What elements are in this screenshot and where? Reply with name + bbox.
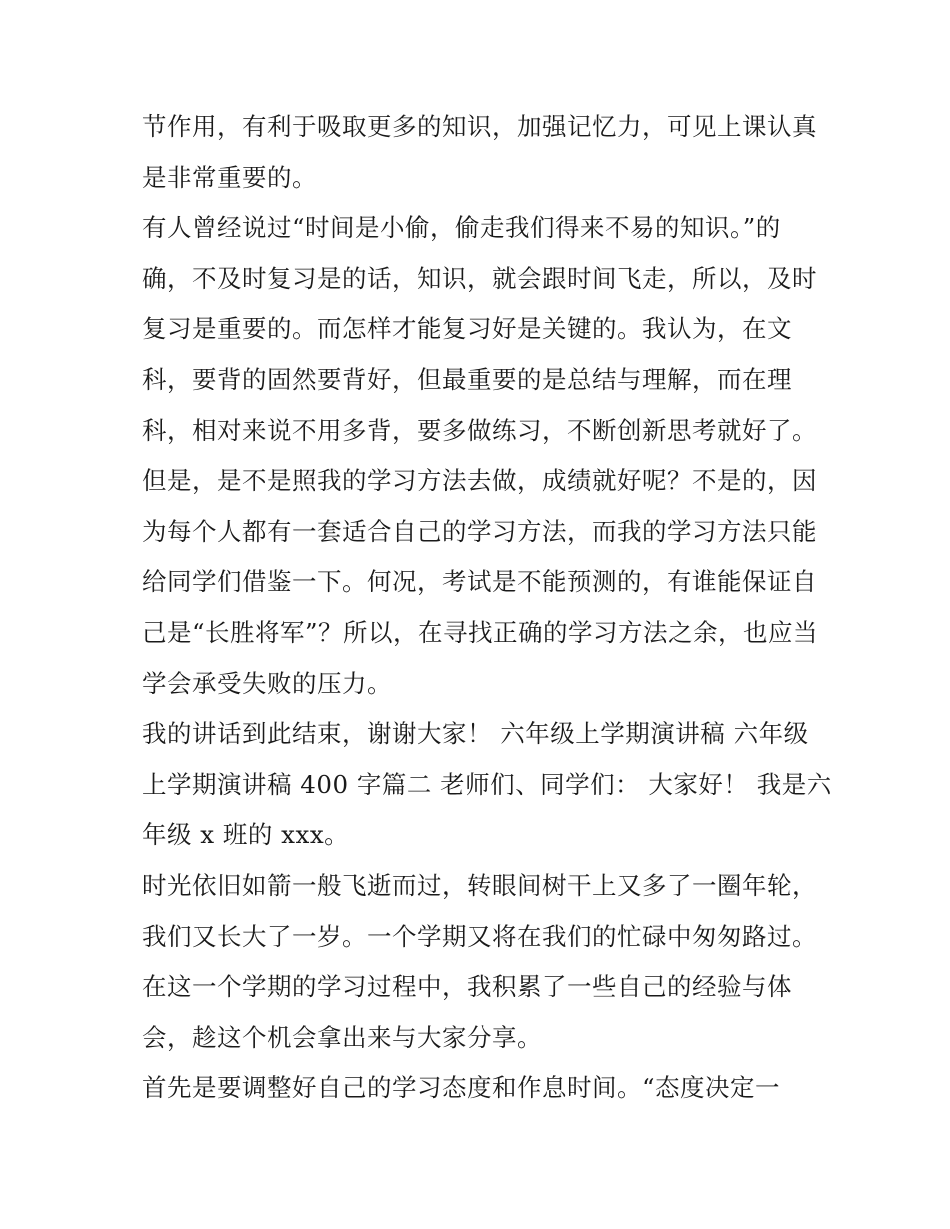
text-line: 但是，是不是照我的学习方法去做，成绩就好呢？不是的，因: [142, 466, 817, 496]
text-line: 在这一个学期的学习过程中，我积累了一些自己的经验与体: [142, 972, 792, 1002]
document-body: [142, 102, 832, 1114]
text-line: 学会承受失败的压力。: [142, 668, 392, 698]
text-line: 确，不及时复习是的话，知识，就会跟时间飞走，所以，及时: [142, 263, 817, 293]
text-line: 给同学们借鉴一下。何况，考试是不能预测的，有谁能保证自: [142, 567, 817, 597]
text-line: 会，趁这个机会拿出来与大家分享。: [142, 1022, 542, 1052]
text-line: 为每个人都有一套适合自己的学习方法，而我的学习方法只能: [142, 516, 817, 546]
text-line: 复习是重要的。而怎样才能复习好是关键的。我认为，在文: [142, 314, 792, 344]
text-line: 科，相对来说不用多背，要多做练习，不断创新思考就好了。: [142, 415, 817, 445]
text-line: 节作用，有利于吸取更多的知识，加强记忆力，可见上课认真: [142, 112, 817, 141]
text-line: 年级 x 班的 xxx。: [142, 820, 350, 850]
text-line: 是非常重要的。: [142, 162, 317, 192]
text-line: 我的讲话到此结束，谢谢大家！ 六年级上学期演讲稿 六年级: [142, 719, 809, 749]
text-line: 上学期演讲稿 400 字篇二 老师们、同学们： 大家好！ 我是六: [142, 769, 832, 799]
text-line: 己是“长胜将军”？所以，在寻找正确的学习方法之余，也应当: [142, 617, 819, 647]
text-line: 时光依旧如箭一般飞逝而过，转眼间树干上又多了一圈年轮，: [142, 870, 817, 900]
text-line: 有人曾经说过“时间是小偷，偷走我们得来不易的知识。”的: [142, 213, 781, 243]
text-line: 首先是要调整好自己的学习态度和作息时间。“态度决定一: [142, 1073, 781, 1103]
text-line: 我们又长大了一岁。一个学期又将在我们的忙碌中匆匆路过。: [142, 921, 817, 951]
text-line: 科，要背的固然要背好，但最重要的是总结与理解，而在理: [142, 364, 792, 394]
